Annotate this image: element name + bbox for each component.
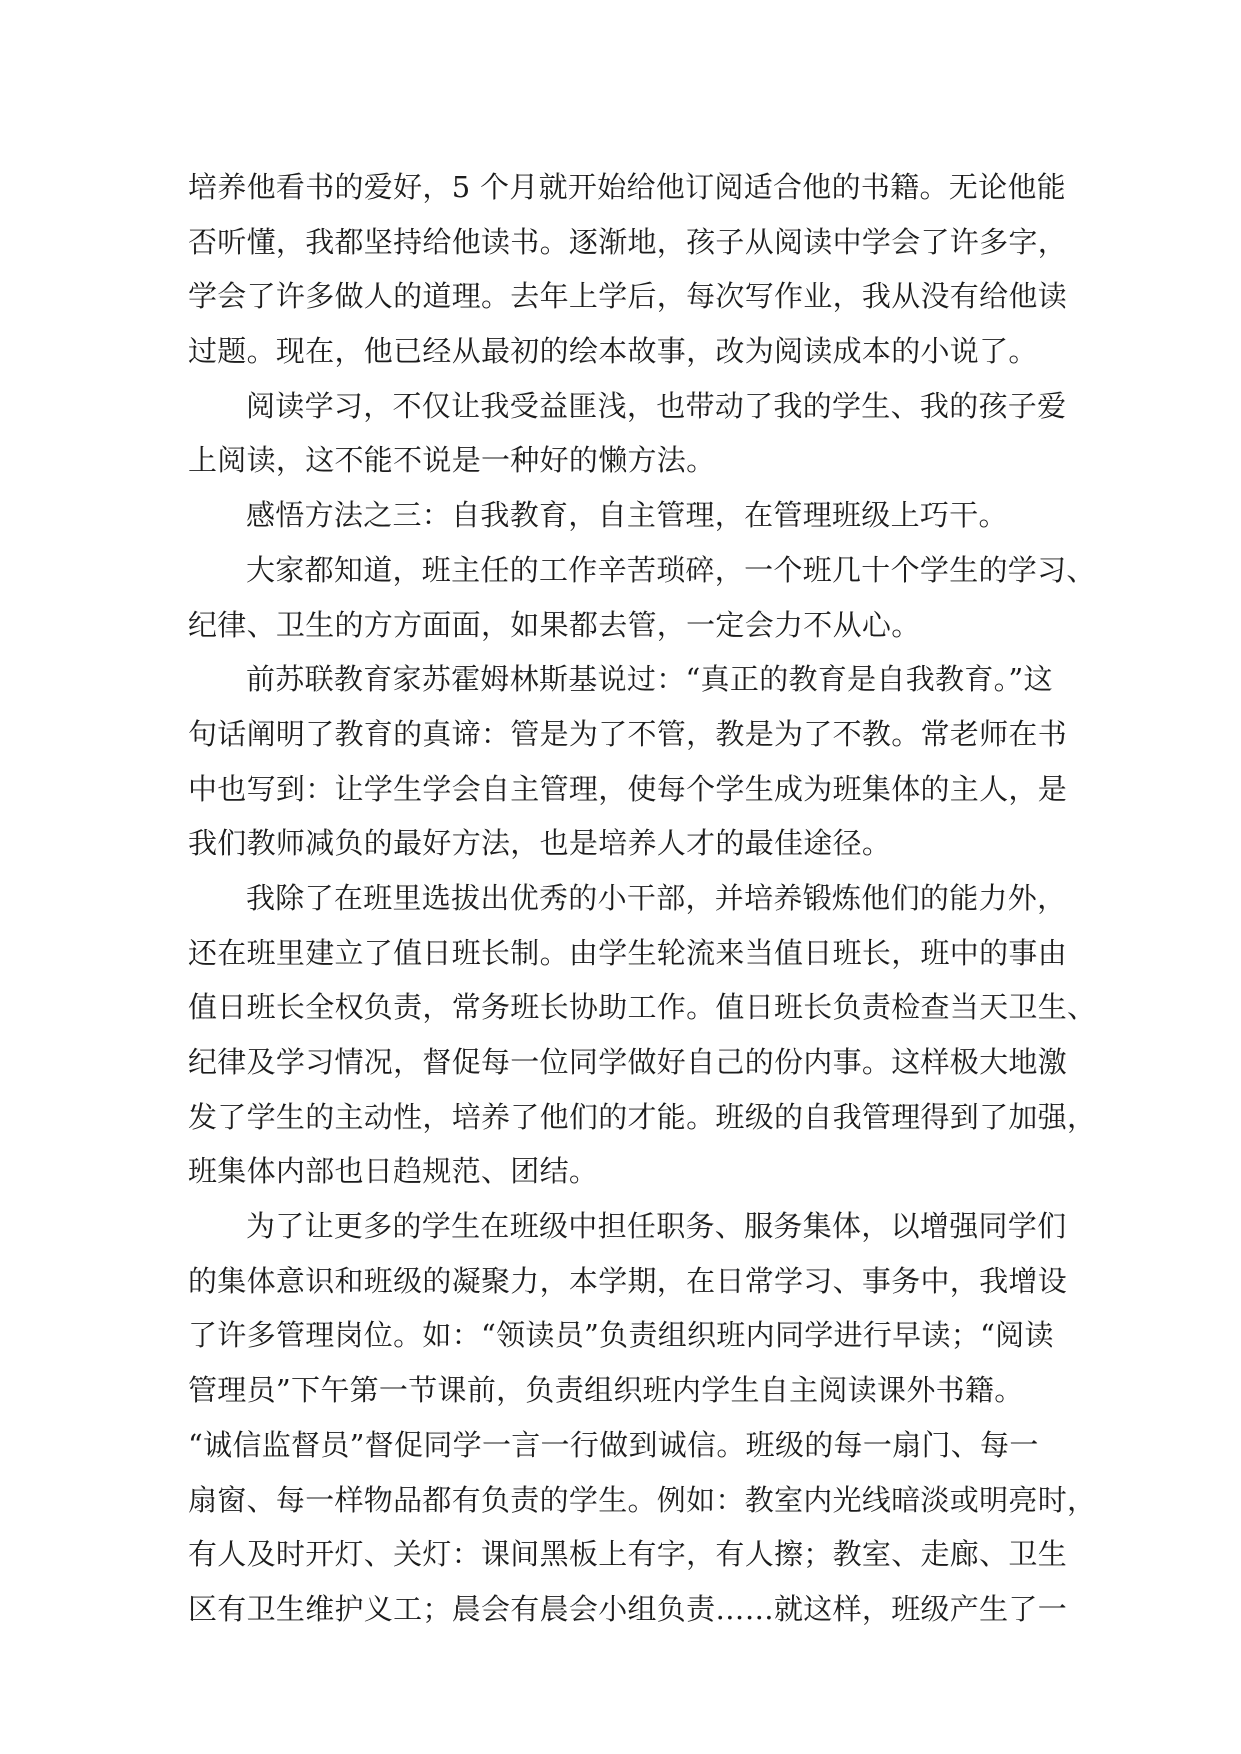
paragraph-first-line: 为了让更多的学生在班级中担任职务、服务集体，以增强同学们 — [246, 1209, 1067, 1244]
text-line: 扇窗、每一样物品都有负责的学生。例如：教室内光线暗淡或明亮时， — [188, 1482, 1097, 1517]
text-line: 管理员”下午第一节课前，负责组织班内学生自主阅读课外书籍。 — [188, 1373, 1024, 1408]
text-line: 纪律及学习情况，督促每一位同学做好自己的份内事。这样极大地激 — [188, 1045, 1068, 1079]
text-line: 的集体意识和班级的凝聚力，本学期，在日常学习、事务中，我增设 — [188, 1263, 1068, 1298]
text-line: 有人及时开灯、关灯：课间黑板上有字，有人擦；教室、走廊、卫生 — [188, 1537, 1068, 1572]
text-line: 值日班长全权负责，常务班长协助工作。值日班长负责检查当天卫生、 — [188, 990, 1097, 1025]
text-line: 学会了许多做人的道理。去年上学后，每次写作业，我从没有给他读 — [188, 279, 1068, 314]
paragraph-first-line: 大家都知道，班主任的工作辛苦琐碎，一个班几十个学生的学习、 — [246, 552, 1096, 587]
text-line: 句话阐明了教育的真谛：管是为了不管，教是为了不教。常老师在书 — [188, 716, 1068, 751]
text-line: “诚信监督员”督促同学一言一行做到诚信。班级的每一扇门、每一 — [188, 1427, 1039, 1462]
text-line: 否听懂，我都坚持给他读书。逐渐地，孩子从阅读中学会了许多字， — [188, 224, 1068, 259]
text-line: 班集体内部也日趋规范、团结。 — [188, 1154, 599, 1189]
text-line: 上阅读，这不能不说是一种好的懒方法。 — [188, 443, 716, 478]
text-line: 了许多管理岗位。如：“领读员”负责组织班内同学进行早读；“阅读 — [188, 1318, 1054, 1353]
paragraph-first-line: 我除了在班里选拔出优秀的小干部，并培养锻炼他们的能力外， — [246, 880, 1067, 915]
text-line: 纪律、卫生的方方面面，如果都去管，一定会力不从心。 — [188, 607, 921, 642]
text-line: 过题。现在，他已经从最初的绘本故事，改为阅读成本的小说了。 — [188, 334, 1038, 369]
text-line: 区有卫生维护义工；晨会有晨会小组负责……就这样，班级产生了一 — [188, 1591, 1068, 1626]
paragraph-first-line: 阅读学习，不仅让我受益匪浅，也带动了我的学生、我的孩子爱 — [246, 388, 1067, 423]
text-line: 中也写到：让学生学会自主管理，使每个学生成为班集体的主人，是 — [188, 771, 1068, 806]
text-line: 发了学生的主动性，培养了他们的才能。班级的自我管理得到了加强， — [188, 1099, 1097, 1134]
paragraph-first-line: 前苏联教育家苏霍姆林斯基说过：“真正的教育是自我教育。”这 — [246, 662, 1053, 697]
section-heading: 感悟方法之三：自我教育，自主管理，在管理班级上巧干。 — [246, 498, 1008, 533]
text-line: 我们教师减负的最好方法，也是培养人才的最佳途径。 — [188, 826, 892, 861]
body-text — [188, 160, 1097, 1637]
text-line: 培养他看书的爱好，5 个月就开始给他订阅适合他的书籍。无论他能 — [188, 170, 1066, 204]
text-line: 还在班里建立了值日班长制。由学生轮流来当值日班长，班中的事由 — [188, 935, 1068, 970]
